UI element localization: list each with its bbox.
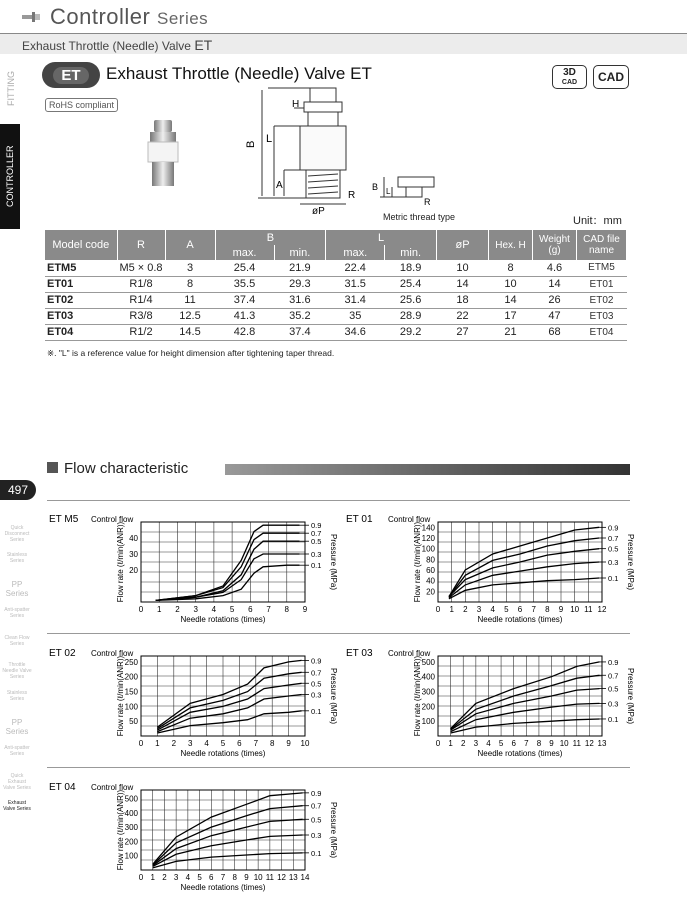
x-tick-label: 5 <box>504 605 509 614</box>
divider <box>47 500 630 501</box>
x-tick-label: 6 <box>248 605 253 614</box>
table-cell: 42.8 <box>215 324 274 340</box>
table-cell: 10 <box>437 260 489 276</box>
dim-r-label: R <box>348 190 356 201</box>
x-tick-label: 0 <box>138 605 144 614</box>
y2-axis-label: Pressure (MPa) <box>626 667 635 725</box>
x-tick-label: 12 <box>584 739 594 748</box>
y2-axis-label: Pressure (MPa) <box>329 533 338 591</box>
x-tick-label: 6 <box>511 739 516 748</box>
y-tick-label: 150 <box>124 687 138 697</box>
y-tick-label: 500 <box>124 794 138 804</box>
y-axis-label: Flow rate (ℓ/min(ANR)) <box>116 521 125 603</box>
side-item[interactable]: Anti-spatter Series <box>4 745 30 757</box>
table-cell: 37.4 <box>274 324 326 340</box>
x-tick-label: 9 <box>302 605 308 614</box>
dim-h-label: H <box>292 99 300 110</box>
control-flow-label: Control flow <box>388 515 431 524</box>
chart-label: ET 02 <box>49 648 76 659</box>
series-line-0.5 <box>451 689 600 731</box>
x-tick-label: 7 <box>266 605 271 614</box>
x-tick-label: 12 <box>277 873 287 882</box>
y-tick-label: 250 <box>124 657 138 667</box>
page-number: 497 <box>0 480 36 500</box>
table-cell: 27 <box>437 324 489 340</box>
chart-grid <box>141 790 305 870</box>
unit-label: Unit：mm <box>573 215 622 227</box>
x-tick-label: 7 <box>531 605 536 614</box>
series-label: 0.5 <box>311 537 322 547</box>
side-item[interactable]: Anti-spatter Series <box>4 607 30 619</box>
y-tick-label: 120 <box>421 534 435 543</box>
product-title: Exhaust Throttle (Needle) Valve ET <box>106 64 372 83</box>
flow-chart-4 <box>47 778 337 898</box>
page-title: Controller Series <box>50 4 209 29</box>
y-tick-label: 200 <box>421 702 435 712</box>
table-cell: ET03 <box>45 308 117 324</box>
metric-thread-drawing <box>370 165 450 210</box>
series-label: 0.9 <box>608 523 619 533</box>
x-tick-label: 11 <box>265 873 275 882</box>
table-row <box>45 260 627 276</box>
x-axis-label: Needle rotations (times) <box>180 749 266 758</box>
y-tick-label: 300 <box>124 823 138 833</box>
y-tick-label: 80 <box>426 555 435 565</box>
x-tick-label: 1 <box>155 739 160 748</box>
series-label: 0.7 <box>311 801 322 811</box>
dim-p-label: øP <box>312 206 325 217</box>
3d-cad-button[interactable]: 3D CAD <box>552 65 587 89</box>
col-b-max: max. <box>215 245 274 260</box>
x-tick-label: 0 <box>435 739 441 748</box>
x-tick-label: 8 <box>536 739 542 748</box>
thread-b-label: B <box>372 182 379 192</box>
section-marker <box>47 462 58 473</box>
y2-axis-label: Pressure (MPa) <box>329 801 338 859</box>
y-tick-label: 200 <box>124 837 138 847</box>
series-label: 0.3 <box>311 690 322 700</box>
chart-label: ET 01 <box>346 514 373 525</box>
x-tick-label: 9 <box>558 605 564 614</box>
table-cell: 31.4 <box>326 292 385 308</box>
control-flow-label: Control flow <box>388 649 431 658</box>
divider <box>47 767 630 768</box>
series-label: 0.7 <box>311 529 322 539</box>
divider <box>47 633 630 634</box>
series-label: 0.9 <box>311 521 322 531</box>
y-tick-label: 30 <box>129 550 138 559</box>
subheader-title: Exhaust Throttle (Needle) Valve ET <box>22 37 213 53</box>
table-cell: 17 <box>489 308 533 324</box>
control-flow-label: Control flow <box>91 649 134 658</box>
series-line-0.9 <box>157 660 301 727</box>
x-tick-label: 1 <box>448 739 453 748</box>
x-tick-label: 1 <box>449 605 454 614</box>
chart-label: ET 03 <box>346 648 373 659</box>
chart-label: ET M5 <box>49 514 79 525</box>
y-tick-label: 40 <box>129 534 138 543</box>
x-tick-label: 9 <box>549 739 554 748</box>
y-axis-label: Flow rate (ℓ/min(ANR)) <box>116 789 125 871</box>
table-cell: ET04 <box>45 324 117 340</box>
x-tick-label: 4 <box>185 873 191 882</box>
series-label: 0.5 <box>311 815 322 825</box>
x-tick-label: 7 <box>220 873 226 882</box>
rohs-badge: RoHS compliant <box>45 98 118 112</box>
side-item[interactable]: Quick Exhaust Valve Series <box>3 773 31 791</box>
x-tick-label: 7 <box>253 739 259 748</box>
dim-l-label: L <box>266 133 273 145</box>
x-tick-label: 6 <box>209 873 214 882</box>
y2-axis-label: Pressure (MPa) <box>329 667 338 725</box>
table-cell: M5 × 0.8 <box>117 260 165 276</box>
x-tick-label: 6 <box>517 605 523 614</box>
x-tick-label: 10 <box>253 873 263 882</box>
series-line-0.7 <box>157 672 301 728</box>
side-item[interactable]: Stainless Series <box>6 690 28 702</box>
table-cell: 14 <box>533 276 577 292</box>
table-cell: 35.2 <box>274 308 326 324</box>
table-cell: 21.9 <box>274 260 326 276</box>
x-tick-label: 8 <box>545 605 550 614</box>
chart-grid <box>438 656 602 736</box>
y-tick-label: 400 <box>421 672 435 682</box>
series-label: 0.7 <box>608 534 619 543</box>
table-row <box>45 324 627 340</box>
y-axis-label: Flow rate (ℓ/min(ANR)) <box>413 521 422 603</box>
series-label: 0.9 <box>311 788 322 798</box>
table-cell: 14.5 <box>165 324 215 340</box>
y-tick-label: 20 <box>426 587 435 597</box>
table-cell: 22 <box>437 308 489 324</box>
table-cell: ET01 <box>45 276 117 292</box>
x-tick-label: 3 <box>173 873 179 882</box>
table-cell: 29.3 <box>274 276 326 292</box>
table-row <box>45 308 627 324</box>
side-item[interactable]: Stainless Series <box>6 552 28 564</box>
y-tick-label: 140 <box>421 523 435 533</box>
y-axis-label: Flow rate (ℓ/min(ANR)) <box>413 655 422 737</box>
col-l-max: max. <box>326 245 385 260</box>
table-cell: 29.2 <box>385 324 437 340</box>
tab-fitting[interactable]: FITTING <box>6 71 16 107</box>
x-tick-label: 2 <box>463 605 468 614</box>
y-tick-label: 500 <box>421 657 435 667</box>
table-cell: 18 <box>437 292 489 308</box>
series-label: 0.3 <box>608 699 619 709</box>
dimension-drawing <box>238 86 368 218</box>
thread-r-label: R <box>424 197 431 207</box>
y-tick-label: 40 <box>426 576 435 586</box>
x-axis-label: Needle rotations (times) <box>477 749 563 758</box>
x-tick-label: 13 <box>597 739 607 748</box>
side-item[interactable]: Throttle Needle Valve Series <box>2 662 32 680</box>
fitting-logo-icon <box>22 10 40 24</box>
x-tick-label: 4 <box>204 739 209 748</box>
table-cell: ET04 <box>577 324 627 340</box>
x-tick-label: 4 <box>490 605 495 614</box>
series-label: 0.7 <box>608 671 619 681</box>
table-cell: 14 <box>489 292 533 308</box>
table-cell: 25.4 <box>215 260 274 276</box>
series-label: 0.1 <box>311 848 322 858</box>
y-tick-label: 50 <box>129 717 138 727</box>
x-tick-label: 3 <box>193 605 198 614</box>
table-cell: ET02 <box>45 292 117 308</box>
table-cell: 34.6 <box>326 324 385 340</box>
thread-caption: Metric thread type <box>383 212 456 222</box>
table-cell: 14 <box>437 276 489 292</box>
table-cell: 8 <box>489 260 533 276</box>
side-item[interactable]: Quick Disconnect Series <box>4 525 30 543</box>
col-weight: Weight (g) <box>533 230 577 260</box>
flow-chart-3 <box>344 644 634 764</box>
series-label: 0.1 <box>608 714 619 724</box>
series-label: 0.7 <box>311 668 322 678</box>
table-cell: ET01 <box>577 276 627 292</box>
x-tick-label: 4 <box>486 739 491 748</box>
table-cell: 31.5 <box>326 276 385 292</box>
table-cell: 3 <box>165 260 215 276</box>
side-item[interactable]: PP Series <box>5 718 29 736</box>
table-cell: 47 <box>533 308 577 324</box>
col-l-min: min. <box>385 245 437 260</box>
flow-chart-2 <box>47 644 337 764</box>
dim-b-label: B <box>245 140 257 148</box>
col-model: Model code <box>45 230 117 260</box>
table-cell: 31.6 <box>274 292 326 308</box>
col-cad: CAD file name <box>577 230 627 260</box>
col-b: B <box>215 230 326 245</box>
table-cell: R1/2 <box>117 324 165 340</box>
section-bar <box>225 464 630 475</box>
table-cell: 26 <box>533 292 577 308</box>
cad-button[interactable]: CAD <box>593 65 629 89</box>
x-tick-label: 13 <box>288 873 298 882</box>
y2-axis-label: Pressure (MPa) <box>626 533 635 591</box>
series-label: 0.5 <box>608 544 619 554</box>
x-tick-label: 12 <box>597 605 607 614</box>
series-label: 0.1 <box>608 574 619 583</box>
table-cell: ET03 <box>577 308 627 324</box>
col-p: øP <box>437 230 489 260</box>
control-flow-label: Control flow <box>91 515 134 524</box>
x-tick-label: 10 <box>559 739 569 748</box>
x-tick-label: 0 <box>138 873 144 882</box>
footnote: ※. "L" is a reference value for height dimension after tightening taper thread. <box>47 348 335 358</box>
side-item[interactable]: Clean Flow Series <box>4 635 30 647</box>
col-b-min: min. <box>274 245 326 260</box>
series-line-0.7 <box>449 538 599 597</box>
x-tick-label: 4 <box>211 605 217 614</box>
series-label: 0.9 <box>608 657 619 667</box>
col-a: A <box>165 230 215 260</box>
y-tick-label: 60 <box>426 566 435 575</box>
x-tick-label: 0 <box>435 605 441 614</box>
x-tick-label: 3 <box>473 739 479 748</box>
x-tick-label: 11 <box>584 605 593 614</box>
x-tick-label: 11 <box>572 739 581 748</box>
table-cell: R1/8 <box>117 276 165 292</box>
dim-a-label: A <box>276 180 283 191</box>
series-line-0.1 <box>157 711 301 733</box>
x-tick-label: 0 <box>138 739 144 748</box>
chart-label: ET 04 <box>49 782 76 793</box>
table-row <box>45 276 627 292</box>
series-label: 0.9 <box>311 656 322 666</box>
y-tick-label: 100 <box>124 702 138 712</box>
table-cell: 35 <box>326 308 385 324</box>
col-hex: Hex. H <box>489 230 533 260</box>
spec-table <box>45 230 627 341</box>
table-cell: ETM5 <box>45 260 117 276</box>
table-cell: ETM5 <box>577 260 627 276</box>
series-label: 0.1 <box>311 706 322 716</box>
thread-l-label: L <box>386 187 391 196</box>
y-axis-label: Flow rate (ℓ/min(ANR)) <box>116 655 125 737</box>
control-flow-label: Control flow <box>91 783 134 792</box>
x-tick-label: 1 <box>150 873 155 882</box>
x-tick-label: 7 <box>524 739 529 748</box>
x-axis-label: Needle rotations (times) <box>180 883 266 892</box>
table-cell: 11 <box>165 292 215 308</box>
x-tick-label: 10 <box>300 739 310 748</box>
x-tick-label: 8 <box>269 739 275 748</box>
table-cell: 35.5 <box>215 276 274 292</box>
y-tick-label: 200 <box>124 672 138 682</box>
flow-chart-1 <box>344 510 634 630</box>
y-tick-label: 300 <box>421 687 435 697</box>
series-label: 0.1 <box>311 561 322 571</box>
series-label: 0.3 <box>311 550 322 559</box>
x-tick-label: 2 <box>461 739 466 748</box>
side-item-active[interactable]: Exhaust Valve Series <box>3 800 31 812</box>
x-tick-label: 5 <box>197 873 202 882</box>
y-tick-label: 100 <box>421 544 435 554</box>
series-label: 0.5 <box>608 684 619 694</box>
x-tick-label: 8 <box>284 605 290 614</box>
y-tick-label: 100 <box>421 717 435 727</box>
table-cell: 41.3 <box>215 308 274 324</box>
x-tick-label: 5 <box>498 739 504 748</box>
x-tick-label: 2 <box>175 605 180 614</box>
table-cell: 21 <box>489 324 533 340</box>
y-tick-label: 400 <box>124 808 138 818</box>
x-tick-label: 10 <box>570 605 580 614</box>
x-tick-label: 1 <box>156 605 162 614</box>
series-badge: ET <box>42 62 100 88</box>
table-cell: R1/4 <box>117 292 165 308</box>
table-cell: 4.6 <box>533 260 577 276</box>
series-label: 0.5 <box>311 679 322 689</box>
product-photo <box>138 112 188 192</box>
table-cell: 8 <box>165 276 215 292</box>
x-tick-label: 8 <box>232 873 237 882</box>
table-cell: 68 <box>533 324 577 340</box>
table-cell: 25.6 <box>385 292 437 308</box>
col-l: L <box>326 230 437 245</box>
table-cell: 18.9 <box>385 260 437 276</box>
x-tick-label: 9 <box>244 873 249 882</box>
x-tick-label: 5 <box>220 739 226 748</box>
tab-controller[interactable]: CONTROLLER <box>0 124 20 229</box>
series-line-0.9 <box>451 662 600 729</box>
table-cell: 22.4 <box>326 260 385 276</box>
x-tick-label: 6 <box>237 739 242 748</box>
series-label: 0.3 <box>311 831 322 840</box>
x-tick-label: 2 <box>162 873 167 882</box>
x-axis-label: Needle rotations (times) <box>180 615 266 624</box>
x-tick-label: 9 <box>286 739 291 748</box>
table-cell: 10 <box>489 276 533 292</box>
x-tick-label: 3 <box>187 739 193 748</box>
series-line-0.1 <box>449 578 599 599</box>
flow-chart-0 <box>47 510 337 630</box>
table-cell: R3/8 <box>117 308 165 324</box>
x-tick-label: 3 <box>476 605 482 614</box>
series-label: 0.3 <box>608 558 619 567</box>
table-cell: 28.9 <box>385 308 437 324</box>
x-tick-label: 5 <box>229 605 235 614</box>
col-r: R <box>117 230 165 260</box>
table-cell: ET02 <box>577 292 627 308</box>
table-cell: 37.4 <box>215 292 274 308</box>
x-axis-label: Needle rotations (times) <box>477 615 563 624</box>
table-cell: 25.4 <box>385 276 437 292</box>
table-row <box>45 292 627 308</box>
y-tick-label: 100 <box>124 851 138 861</box>
x-tick-label: 2 <box>171 739 177 748</box>
table-cell: 12.5 <box>165 308 215 324</box>
section-heading: Flow characteristic <box>64 460 189 477</box>
x-tick-label: 14 <box>300 873 310 882</box>
y-tick-label: 20 <box>129 566 138 575</box>
side-item[interactable]: PP Series <box>5 580 29 598</box>
